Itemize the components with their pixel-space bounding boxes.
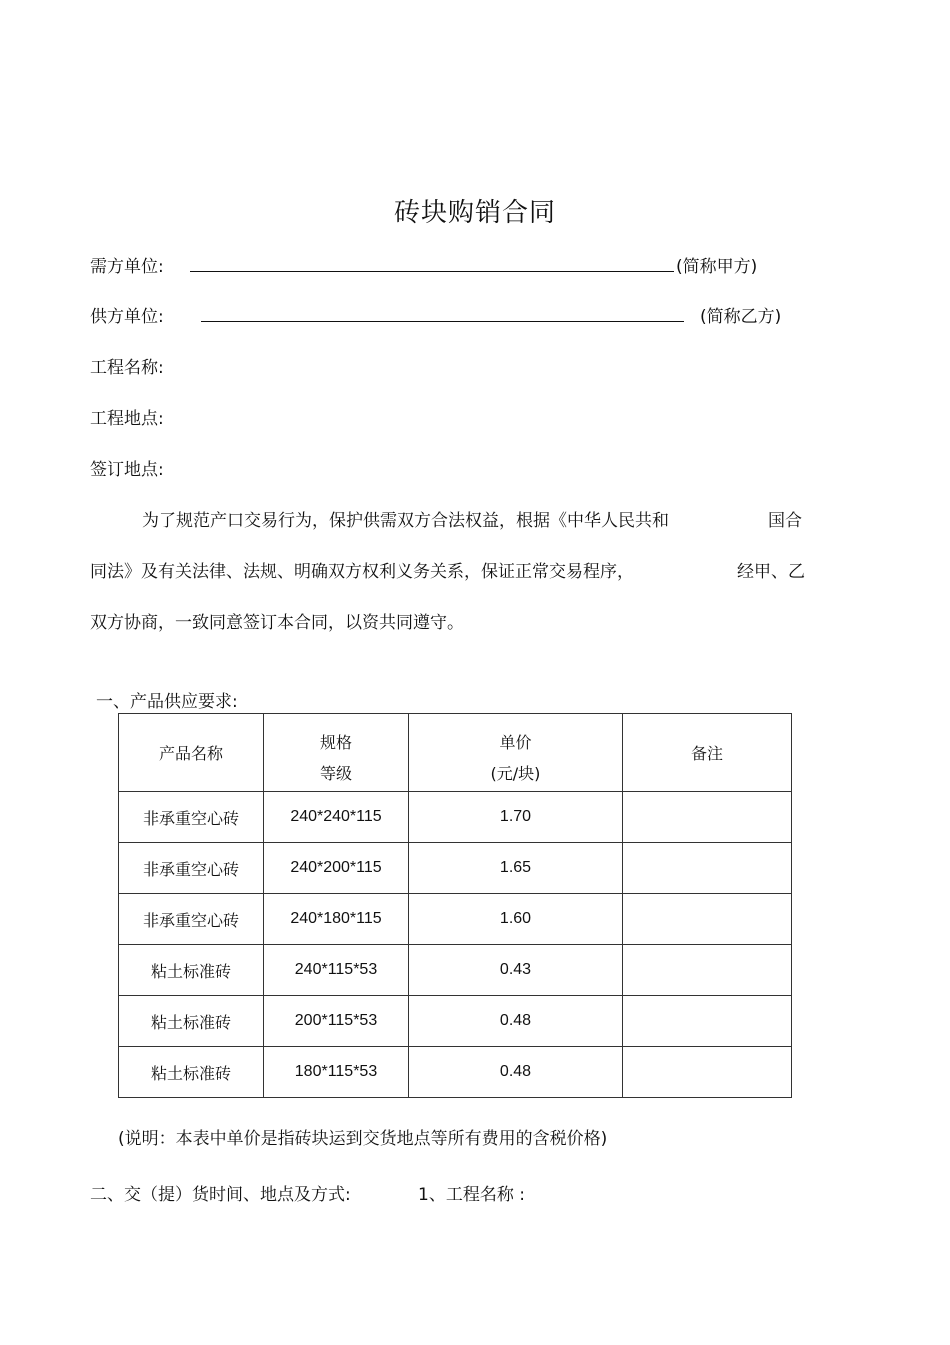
- section2-item1: 1、工程名称 :: [418, 1185, 525, 1205]
- table-header-row: [119, 714, 792, 792]
- header-price: [409, 714, 623, 792]
- cell-spec: 200*115*53: [264, 996, 409, 1047]
- buyer-blank[interactable]: [190, 271, 674, 272]
- cell-remark[interactable]: [623, 996, 792, 1047]
- sign-place-label: 签订地点:: [90, 460, 164, 480]
- seller-label: 供方单位:: [90, 307, 164, 327]
- cell-product-name: 粘土标准砖: [119, 945, 264, 996]
- buyer-suffix: (简称甲方): [676, 257, 758, 277]
- intro-line2b: 经甲、乙: [737, 562, 805, 582]
- cell-price: 0.48: [409, 1047, 623, 1098]
- section2-heading: 二、交（提）货时间、地点及方式:: [90, 1185, 351, 1205]
- cell-remark[interactable]: [623, 945, 792, 996]
- header-spec-line1: 规格: [319, 732, 352, 752]
- cell-price: 0.48: [409, 996, 623, 1047]
- project-site-label: 工程地点:: [90, 409, 164, 429]
- header-spec: [264, 714, 409, 792]
- header-remark: 备注: [623, 714, 792, 792]
- section1-heading: 一、产品供应要求:: [96, 692, 238, 712]
- cell-price: 0.43: [409, 945, 623, 996]
- cell-product-name: 粘土标准砖: [119, 996, 264, 1047]
- cell-price: 1.70: [409, 792, 623, 843]
- cell-price: 1.65: [409, 843, 623, 894]
- header-price-line1: 单价: [499, 732, 532, 752]
- header-product-name: 产品名称: [119, 714, 264, 792]
- table-note: (说明：本表中单价是指砖块运到交货地点等所有费用的含税价格): [118, 1129, 608, 1149]
- project-name-label: 工程名称:: [90, 358, 164, 378]
- cell-spec: 180*115*53: [264, 1047, 409, 1098]
- cell-product-name: 非承重空心砖: [119, 843, 264, 894]
- table-row: [119, 945, 792, 996]
- header-spec-line2: 等级: [319, 763, 352, 783]
- cell-product-name: 非承重空心砖: [119, 792, 264, 843]
- cell-product-name: 粘土标准砖: [119, 1047, 264, 1098]
- header-price-line2: (元/块): [490, 763, 541, 783]
- table-row: [119, 996, 792, 1047]
- intro-line1b: 国合: [768, 511, 802, 531]
- cell-remark[interactable]: [623, 843, 792, 894]
- intro-line1a: 为了规范产口交易行为，保护供需双方合法权益，根据《中华人民共和: [142, 511, 669, 531]
- seller-suffix: (简称乙方): [700, 307, 782, 327]
- page-title: 砖块购销合同: [393, 198, 556, 228]
- table-row: [119, 894, 792, 945]
- seller-blank[interactable]: [201, 321, 684, 322]
- intro-line2a: 同法》及有关法律、法规、明确双方权利义务关系，保证正常交易程序，: [90, 562, 634, 582]
- cell-spec: 240*240*115: [264, 792, 409, 843]
- cell-remark[interactable]: [623, 1047, 792, 1098]
- table-row: [119, 843, 792, 894]
- cell-spec: 240*200*115: [264, 843, 409, 894]
- buyer-label: 需方单位:: [90, 257, 164, 277]
- table-row: [119, 792, 792, 843]
- product-table: [118, 713, 792, 1098]
- table-row: [119, 1047, 792, 1098]
- cell-price: 1.60: [409, 894, 623, 945]
- cell-product-name: 非承重空心砖: [119, 894, 264, 945]
- cell-spec: 240*180*115: [264, 894, 409, 945]
- cell-remark[interactable]: [623, 792, 792, 843]
- cell-remark[interactable]: [623, 894, 792, 945]
- intro-line3: 双方协商，一致同意签订本合同，以资共同遵守。: [90, 613, 464, 633]
- cell-spec: 240*115*53: [264, 945, 409, 996]
